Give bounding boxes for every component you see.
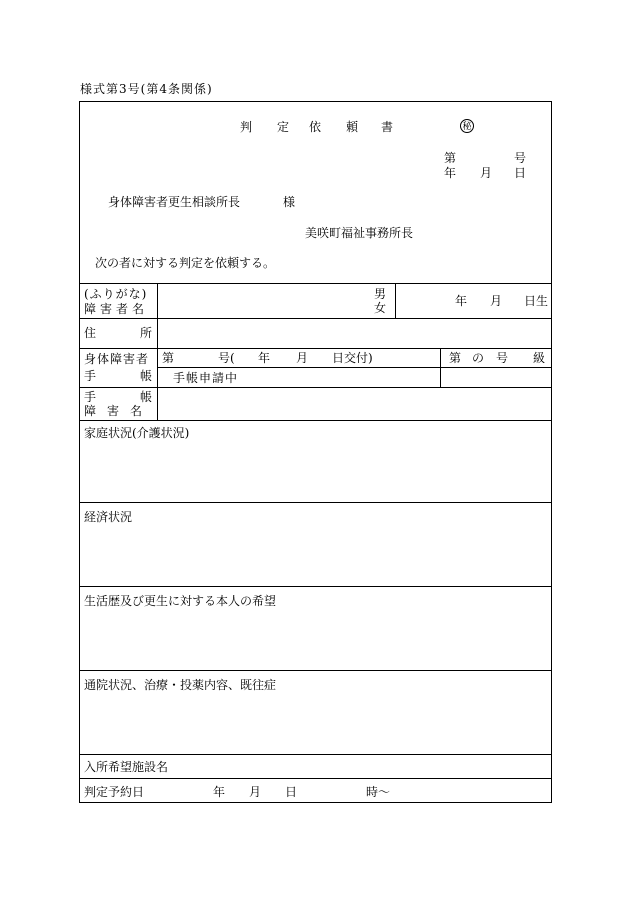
birth-month: 月 [490,294,503,308]
techo-label: 身体障害者 [84,352,150,366]
disability-label: 障害名 [84,404,154,418]
sched-day: 日 [285,785,298,799]
doc-year: 年 [444,166,457,180]
doc-go: 号 [514,151,527,165]
techo-label-2b: 帳 [140,369,153,383]
title-char-1: 判 [240,120,253,134]
sender: 美咲町福祉事務所長 [305,226,414,240]
doc-day: 日 [514,166,527,180]
techo-applying: 手帳申請中 [173,371,239,385]
techo-issued: 日交付) [332,351,373,365]
grade-go: 号 [496,351,509,365]
family-label: 家庭状況(介護状況) [84,426,190,440]
title-char-3: 依 [309,120,322,134]
doc-month: 月 [480,166,493,180]
address-label-1: 住 [84,326,97,340]
sched-month: 月 [249,785,262,799]
furigana-label: (ふりがな) [84,287,148,301]
disability-label-1a: 手 [84,390,97,404]
title-char-5: 書 [381,120,394,134]
disability-label-1b: 帳 [140,390,153,404]
grade-dai: 第 [449,351,462,365]
grade-kyu: 級 [533,351,546,365]
request-text: 次の者に対する判定を依頼する。 [95,256,276,270]
male-label: 男 [374,287,387,301]
techo-label-2a: 手 [84,369,97,383]
techo-tsuki: 月 [296,351,309,365]
techo-dai: 第 [162,351,175,365]
title-char-2: 定 [277,120,290,134]
economic-label: 経済状況 [84,510,133,524]
grade-no: の [472,351,485,365]
techo-nen: 年 [258,351,271,365]
birth-day: 日生 [524,294,549,308]
birth-year: 年 [455,294,468,308]
addressee-sama: 様 [283,195,296,209]
life-history-label: 生活歴及び更生に対する本人の希望 [84,594,277,608]
techo-go: 号( [218,351,235,365]
sched-time: 時〜 [366,785,391,799]
addressee: 身体障害者更生相談所長 [108,195,241,209]
title-char-4: 頼 [346,120,359,134]
facility-label: 入所希望施設名 [84,760,169,774]
doc-dai: 第 [444,151,457,165]
form-number: 様式第3号(第4条関係) [80,82,213,96]
sched-year: 年 [213,785,226,799]
name-label: 障害者名 [84,302,149,316]
secret-stamp-icon: 秘 [460,119,474,133]
medical-label: 通院状況、治療・投薬内容、既往症 [84,678,277,692]
female-label: 女 [374,301,387,315]
schedule-label: 判定予約日 [84,785,145,799]
address-label-2: 所 [140,326,153,340]
